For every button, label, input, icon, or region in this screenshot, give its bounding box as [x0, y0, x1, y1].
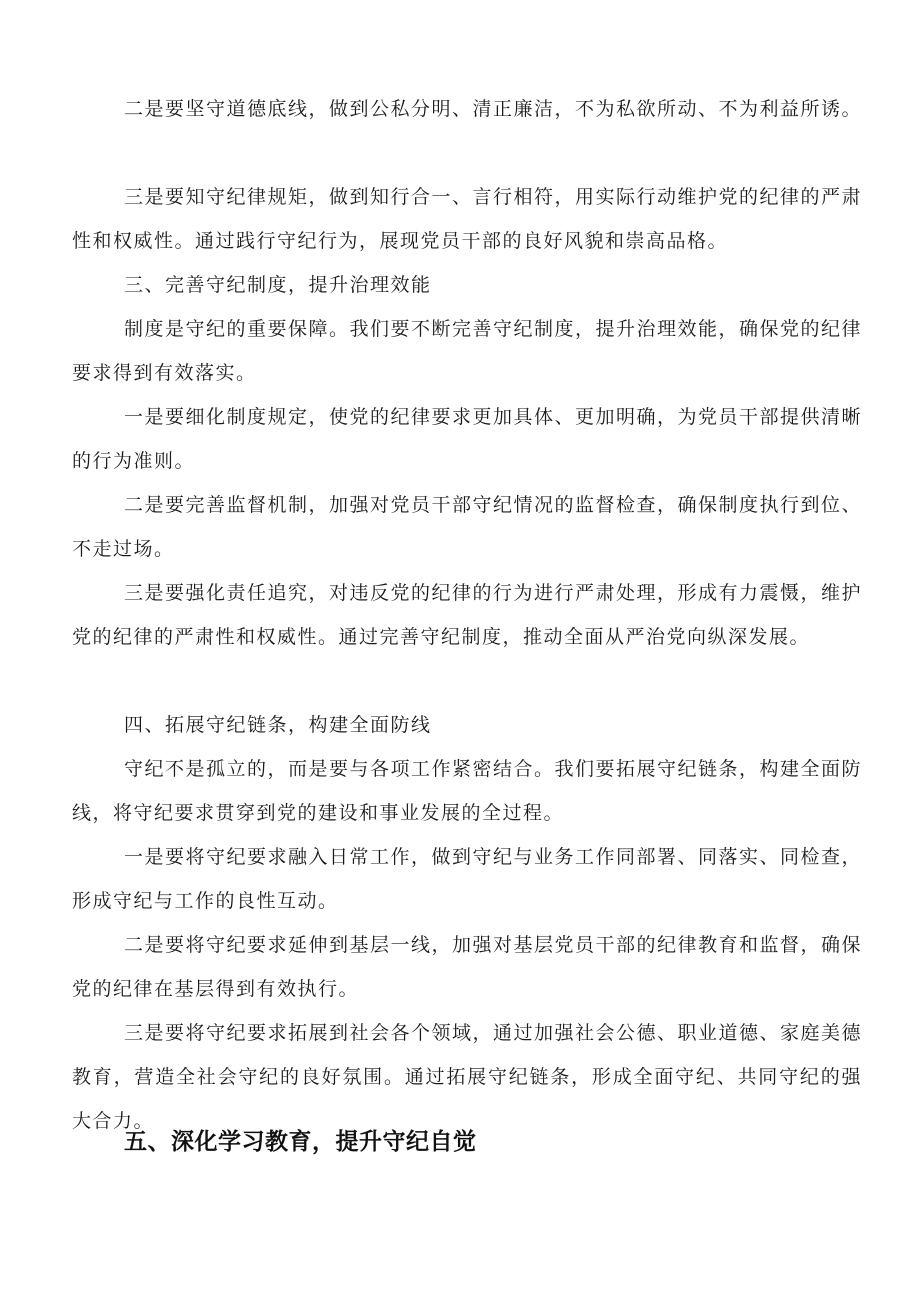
paragraph-expand-chain: 守纪不是孤立的，而是要与各项工作紧密结合。我们要拓展守纪链条，构建全面防线，将守纪要求贯穿到党的建设和事业发展的全过程。 — [72, 758, 863, 824]
paragraph-accountability: 三是要强化责任追究，对违反党的纪律的行为进行严肃处理，形成有力震慑，维护党的纪律的严肃性和权威性。通过完善守纪制度，推动全面从严治党向纵深发展。 — [72, 582, 863, 648]
paragraph-know-discipline: 三是要知守纪律规矩，做到知行合一、言行相符，用实际行动维护党的纪律的严肃性和权威性。通过践行守纪行为，展现党员干部的良好风貌和崇高品格。 — [72, 186, 863, 252]
paragraph-society: 三是要将守纪要求拓展到社会各个领域，通过加强社会公德、职业道德、家庭美德教育，营造全社会守纪的良好氛围。通过拓展守纪链条，形成全面守纪、共同守纪的强大合力。 — [72, 1022, 863, 1132]
heading-section-five: 五、深化学习教育，提升守纪自觉 — [124, 1129, 477, 1155]
paragraph-refine-rules: 一是要细化制度规定，使党的纪律要求更加具体、更加明确，为党员干部提供清晰的行为准则。 — [72, 406, 863, 472]
heading-section-three: 三、完善守纪制度，提升治理效能 — [124, 274, 432, 296]
paragraph-supervision: 二是要完善监督机制，加强对党员干部守纪情况的监督检查，确保制度执行到位、不走过场。 — [72, 494, 863, 560]
paragraph-system-guarantee: 制度是守纪的重要保障。我们要不断完善守纪制度，提升治理效能，确保党的纪律要求得到有效落实。 — [72, 318, 863, 384]
paragraph-moral-bottom-line: 二是要坚守道德底线，做到公私分明、清正廉洁，不为私欲所动、不为利益所诱。 — [124, 98, 863, 120]
paragraph-grassroots: 二是要将守纪要求延伸到基层一线，加强对基层党员干部的纪律教育和监督，确保党的纪律在基层得到有效执行。 — [72, 934, 863, 1000]
paragraph-daily-work: 一是要将守纪要求融入日常工作，做到守纪与业务工作同部署、同落实、同检查，形成守纪与工作的良性互动。 — [72, 846, 863, 912]
heading-section-four: 四、拓展守纪链条，构建全面防线 — [124, 714, 432, 736]
